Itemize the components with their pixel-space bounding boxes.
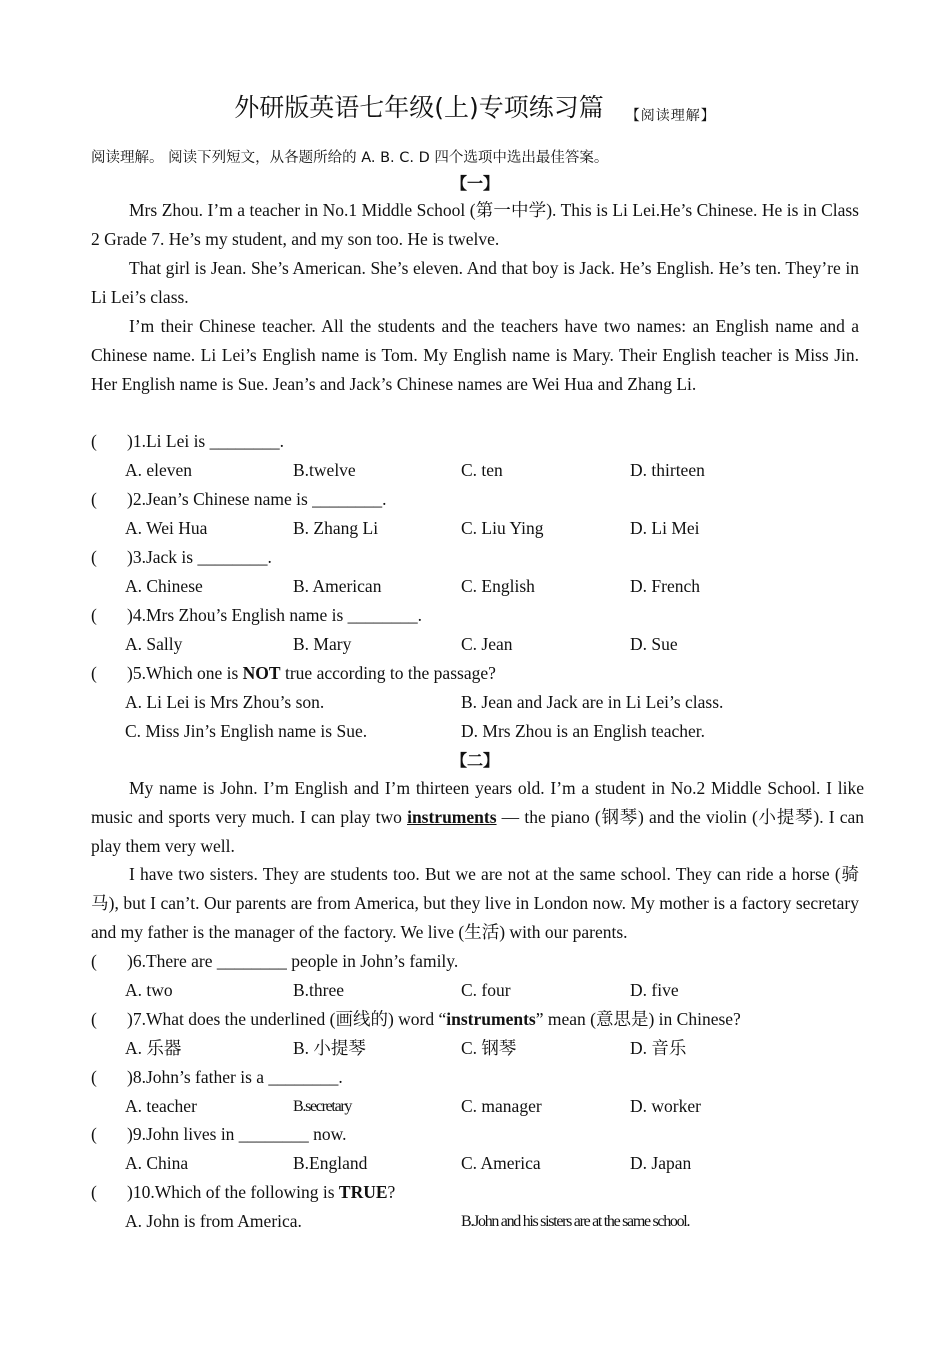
question-stem: )3.Jack is ________. (127, 547, 272, 567)
q2-option-a: A. Wei Hua (125, 518, 208, 538)
page-title (0, 88, 950, 124)
q3-option-d: D. French (630, 576, 700, 596)
answer-paren: ( (91, 489, 97, 509)
question-3 (91, 543, 272, 572)
option-text: A. 乐器 (125, 1038, 182, 1058)
question-stem: )1.Li Lei is ________. (127, 431, 284, 451)
q4-option-b: B. Mary (293, 634, 352, 654)
question-stem-emphasis: NOT (242, 663, 281, 683)
question-stem: )4.Mrs Zhou’s English name is ________. (127, 605, 423, 625)
section-2-heading: 【二】 (450, 751, 499, 770)
q7-option-c (461, 1034, 516, 1063)
question-stem-emphasis: TRUE (338, 1182, 388, 1202)
q1-option-a: A. eleven (125, 460, 193, 480)
question-stem-end: ” mean (意思是) in Chinese? (535, 1009, 741, 1029)
question-10 (91, 1178, 395, 1207)
passage-1-paragraph-1: Mrs Zhou. I’m a teacher in No.1 Middle School (第一中学). This is Li Lei.He’s Chinese. He is in Class 2 Grade 7. He’s my student, and my son too. He is twelve. (91, 200, 859, 249)
q1-option-b: B.twelve (293, 460, 356, 480)
answer-paren: ( (91, 1124, 97, 1144)
q7-option-a (125, 1034, 181, 1063)
paragraph-text-end: — the piano (钢琴) and the violin (小提琴). I can play them very well. (91, 807, 864, 856)
answer-paren: ( (91, 431, 97, 451)
q10-option-b: B.John and his sisters are at the same school. (461, 1213, 690, 1230)
answer-paren: ( (91, 1067, 97, 1087)
passage-2-paragraph-1 (91, 774, 864, 861)
q8-option-a: A. teacher (125, 1096, 197, 1116)
q6-option-c: C. four (461, 980, 511, 1000)
q8-option-d: D. worker (630, 1096, 701, 1116)
question-stem-start: )7.What does the underlined (画线的) word “ (127, 1009, 447, 1029)
question-stem: )2.Jean’s Chinese name is ________. (127, 489, 387, 509)
q8-option-c: C. manager (461, 1096, 542, 1116)
question-stem: )8.John’s father is a ________. (127, 1067, 343, 1087)
question-6 (91, 947, 458, 976)
answer-paren: ( (91, 605, 97, 625)
option-text: D. 音乐 (630, 1038, 687, 1058)
q5-option-c: C. Miss Jin’s English name is Sue. (125, 721, 368, 741)
q1-option-c: C. ten (461, 460, 503, 480)
question-stem-start: )10.Which of the following is (127, 1182, 339, 1202)
question-stem-end: ? (387, 1182, 396, 1202)
passage-1-paragraph-3: I’m their Chinese teacher. All the students and the teachers have two names: an English name and a Chinese name. Li Lei’s English name is Tom. My English name is Mary. Their English teacher is Miss Jin. Her English name is Sue. Jean’s and Jack’s Chinese names are Wei Hua and Zhang Li. (91, 316, 859, 394)
q2-option-b: B. Zhang Li (293, 518, 379, 538)
question-9 (91, 1120, 347, 1149)
q6-option-b: B.three (293, 980, 345, 1000)
question-stem-emphasis: instruments (446, 1009, 536, 1029)
question-8 (91, 1063, 343, 1092)
question-4 (91, 601, 422, 630)
q10-option-a: A. John is from America. (125, 1211, 302, 1231)
q7-option-d (630, 1034, 686, 1063)
q9-option-a: A. China (125, 1153, 189, 1173)
q2-option-c: C. Liu Ying (461, 518, 544, 538)
question-stem-end: true according to the passage? (280, 663, 496, 683)
title-text: 外研版英语七年级(上)专项练习篇 (234, 93, 604, 122)
answer-paren: ( (91, 547, 97, 567)
q9-option-c: C. America (461, 1153, 541, 1173)
option-text: C. 钢琴 (461, 1038, 517, 1058)
answer-paren: ( (91, 663, 97, 683)
q1-option-d: D. thirteen (630, 460, 705, 480)
section-1-heading: 【一】 (450, 174, 499, 193)
q3-option-a: A. Chinese (125, 576, 203, 596)
passage-2-paragraph-2: I have two sisters. They are students too. But we are not at the same school. They can ride a horse (骑马), but I can’t. Our parents are from America, but they live in London now. My mother is a factory secretary and my father is the manager of the factory. We live (生活) with our parents. (91, 864, 859, 942)
question-1 (91, 427, 284, 456)
q5-option-d: D. Mrs Zhou is an English teacher. (461, 721, 705, 741)
q9-option-b: B.England (293, 1153, 368, 1173)
question-5 (91, 659, 496, 688)
instruction-text: 阅读理解。 阅读下列短文，从各题所给的 A. B. C. D 四个选项中选出最佳答案。 (91, 150, 609, 166)
option-text: B. 小提琴 (293, 1038, 366, 1058)
question-stem-start: )5.Which one is (127, 663, 243, 683)
q9-option-d: D. Japan (630, 1153, 692, 1173)
q3-option-b: B. American (293, 576, 382, 596)
answer-paren: ( (91, 1009, 97, 1029)
question-7 (91, 1005, 741, 1034)
q2-option-d: D. Li Mei (630, 518, 700, 538)
paragraph-text-start: My name is John. I’m English and I’m thirteen years old. I’m a student in No.2 Middle School. I like music and sports very much. I can play two (91, 778, 864, 827)
q4-option-a: A. Sally (125, 634, 183, 654)
q4-option-c: C. Jean (461, 634, 513, 654)
answer-paren: ( (91, 1182, 97, 1202)
question-2 (91, 485, 387, 514)
question-stem: )6.There are ________ people in John’s family. (127, 951, 459, 971)
q3-option-c: C. English (461, 576, 535, 596)
title-tag: 【阅读理解】 (625, 108, 716, 124)
q5-option-a: A. Li Lei is Mrs Zhou’s son. (125, 692, 325, 712)
q5-option-b: B. Jean and Jack are in Li Lei’s class. (461, 692, 724, 712)
q7-option-b (293, 1034, 366, 1063)
answer-paren: ( (91, 951, 97, 971)
q6-option-d: D. five (630, 980, 679, 1000)
q6-option-a: A. two (125, 980, 173, 1000)
passage-1-paragraph-2: That girl is Jean. She’s American. She’s eleven. And that boy is Jack. He’s English. He’s ten. They’re in Li Lei’s class. (91, 258, 859, 307)
q8-option-b: B.secretary (293, 1098, 352, 1115)
q4-option-d: D. Sue (630, 634, 678, 654)
underlined-word: instruments (407, 807, 497, 827)
question-stem: )9.John lives in ________ now. (127, 1124, 347, 1144)
